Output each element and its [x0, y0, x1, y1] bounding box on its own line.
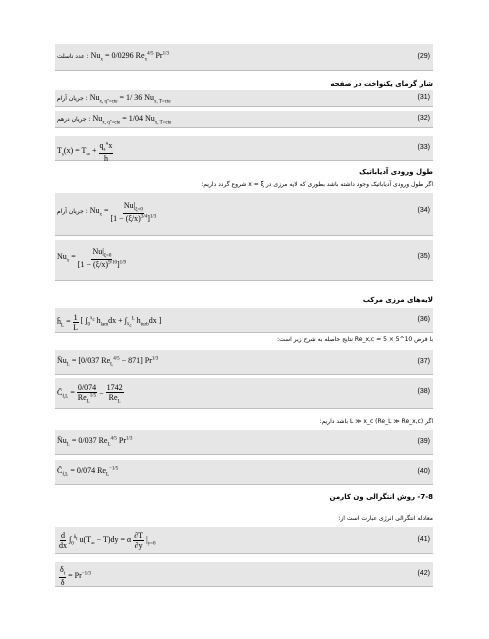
equation-number: (31): [417, 94, 430, 101]
equation-row: [55, 378, 433, 409]
section-heading: طول ورودی آدیاباتیک: [359, 168, 433, 176]
equation-row: [55, 193, 433, 236]
equation: $Nu_x$ = $\frac{Nu|_{\xi=0}}{[1 - (\xi/x)^{9/10}]^{1/9}}$: [57, 247, 127, 269]
equation-number: (29): [417, 53, 430, 60]
equation-number: (37): [417, 358, 430, 365]
equation-row: [55, 350, 433, 375]
section-heading: 7-8- روش انتگرالی ون کارمن: [329, 493, 433, 501]
equation-number: (40): [417, 468, 430, 475]
equation-number: (34): [417, 207, 430, 214]
section-heading: شار گرمای یکنواخت در صفحه: [330, 80, 433, 88]
equation-row: [55, 136, 433, 161]
equation-row: [55, 562, 433, 587]
equation-prefix: جریان آرام :: [57, 208, 88, 216]
equation-number: (41): [417, 536, 430, 543]
equation: $C̄_{f,L} = 0/074$ $Re_L^{-1/5}$: [57, 466, 119, 478]
equation: $N̄u_L = [0/037$ $Re_L^{4/5} - 871$] $Pr^{1/3}$: [57, 356, 159, 368]
equation-number: (35): [417, 253, 430, 260]
equation-row: [55, 90, 433, 107]
equation: $N̄u_L = 0/037$ $Re_L^{4/5}$ $Pr^{1/3}$: [57, 436, 133, 448]
equation-row: [55, 240, 433, 281]
equation: $h̄_L$ = $\frac{1}{L}$ [ $\int_0^{x_c}$ $h_{lam}dx + \int_{x_c}^L$ $h_{turb}dx$ ]: [57, 313, 162, 332]
equation-number: (33): [417, 144, 430, 151]
equation-row: [55, 44, 433, 71]
section-heading: لایه‌های مرزی مرکب: [362, 296, 433, 304]
equation-row: [55, 527, 433, 554]
paragraph: اگر طول ورودی آدیاباتیک وجود داشته باشد بطوری که لایه مرزی در x = ξ شروع گردد داریم:: [201, 181, 433, 188]
equation-prefix: عدد ناسلت :: [57, 53, 89, 61]
equation-prefix: جریان درهم :: [57, 116, 91, 124]
paragraph: معادله انتگرالی انرژی عبارت است از:: [338, 515, 433, 522]
equation-row: [55, 460, 433, 485]
paragraph: اگر (Re_L ≫ Re_x,c) L ≫ x_c باشد داریم:: [319, 418, 433, 425]
equation-row: [55, 111, 433, 128]
equation-number: (42): [417, 570, 430, 577]
equation-number: (32): [417, 115, 430, 122]
equation: جریان آرام : $Nu_x$ = $\frac{Nu|_{\xi=0}}{[1 - (\xi/x)^{3/4}]^{1/3}}$: [57, 201, 157, 223]
equation: $C̄_{f,L}$ = $\frac{0/074}{Re_L^{1/5}}$ − $\frac{1742}{Re_L}$: [57, 383, 123, 405]
equation: عدد ناسلت : $Nu_x = 0/0296$ $Re_x^{4/5}$ $Pr^{1/3}$: [57, 51, 169, 63]
equation-number: (39): [417, 438, 430, 445]
equation-row: [55, 308, 433, 333]
equation-number: (38): [417, 388, 430, 395]
equation: جریان آرام : $Nu_{x, q''=cte} = 1/$ 36 $Nu_{x, T=cte}$: [57, 93, 171, 105]
equation-row: [55, 430, 433, 455]
equation: جریان درهم : $Nu_{x, q''=cte} = 1/04$ $Nu_{x, T=cte}$: [57, 114, 172, 126]
equation: $\frac{\delta_t}{\delta}$ = $Pr^{-1/3}$: [60, 565, 92, 587]
equation: $\frac{d}{dx}$ $\int_0^{\delta_t}$ $u(T_\infty - T)dy = \alpha$ $\frac{\partial T}{\partial y}$ $|_{y=0}$: [59, 531, 156, 550]
paragraph: با فرض 10^5 × 5 = Re_x,c نتایج حاصله به شرح زیر است:: [277, 336, 433, 343]
equation-prefix: جریان آرام :: [57, 95, 88, 103]
equation-number: (36): [417, 316, 430, 323]
equation: $T_s(x) = T_\infty$ + $\frac{q_s''x}{h}$: [57, 141, 113, 163]
